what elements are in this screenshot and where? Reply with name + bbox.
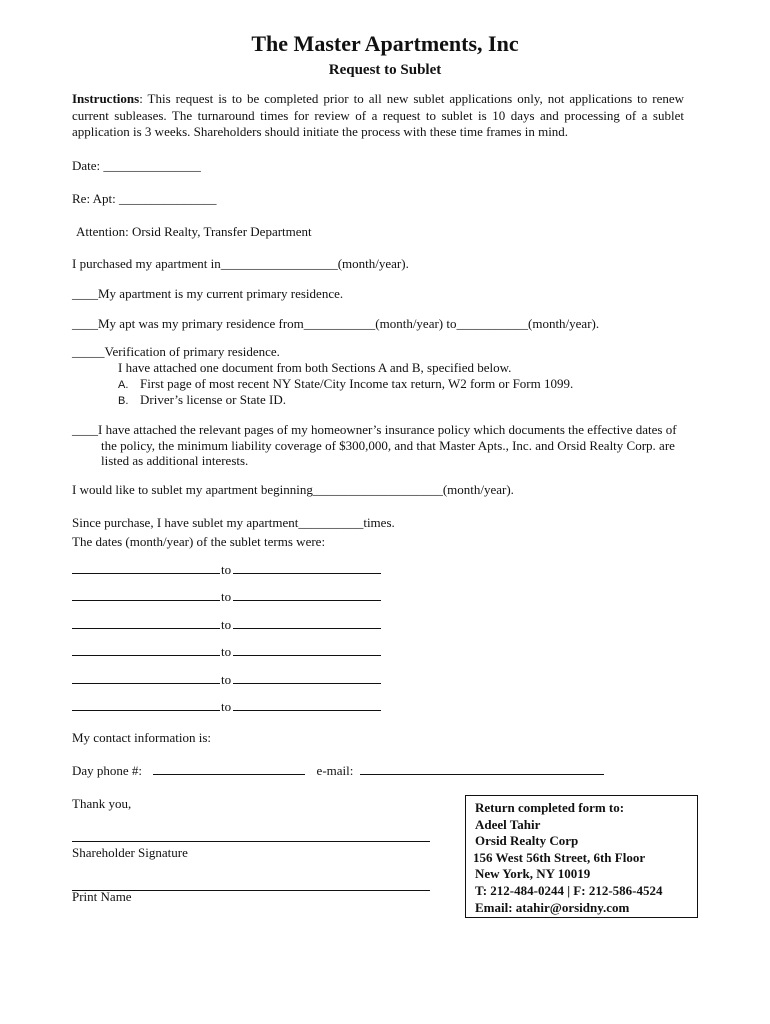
sublet-from-input[interactable]	[72, 643, 220, 656]
sublet-to-input[interactable]	[233, 616, 381, 629]
return-box-email: Email: atahir@orsidny.com	[475, 899, 630, 915]
list-item	[118, 376, 573, 393]
sublet-date-row	[72, 588, 381, 604]
email-input[interactable]	[360, 762, 604, 775]
page-title: The Master Apartments, Inc	[251, 31, 519, 56]
sublet-from-input[interactable]	[72, 671, 220, 684]
primary-residence-period-field[interactable]: ____My apt was my primary residence from___________(month/year) to___________(month/year).	[72, 316, 600, 331]
return-box-heading: Return completed form to:	[475, 800, 625, 815]
primary-residence-check[interactable]: ____My apartment is my current primary residence.	[72, 286, 344, 301]
verification-check[interactable]: _____Verification of primary residence.	[72, 344, 280, 359]
apartment-field[interactable]: Re: Apt: _______________	[72, 191, 217, 206]
email-label: e-mail:	[316, 763, 354, 778]
sublet-from-input[interactable]	[72, 588, 220, 601]
return-box-company: Orsid Realty Corp	[475, 833, 579, 849]
signature-label: Shareholder Signature	[72, 845, 188, 860]
sublet-start-field[interactable]: I would like to sublet my apartment beginning____________________(month/year).	[72, 482, 514, 497]
return-box-street: 156 West 56th Street, 6th Floor	[473, 849, 646, 865]
sublet-date-separator: to	[221, 562, 232, 577]
list-marker: B.	[118, 395, 129, 407]
day-phone-label: Day phone #:	[72, 763, 143, 778]
print-name-label: Print Name	[72, 889, 132, 904]
list-item-text: First page of most recent NY State/City Income tax return, W2 form or Form 1099.	[140, 376, 574, 391]
sublet-date-row	[72, 698, 381, 714]
sublet-from-input[interactable]	[72, 698, 220, 711]
thank-you-text: Thank you,	[72, 796, 132, 811]
sublet-to-input[interactable]	[233, 643, 381, 656]
instructions-paragraph	[72, 91, 684, 141]
attention-line: Attention: Orsid Realty, Transfer Department	[76, 224, 312, 239]
sublet-to-input[interactable]	[233, 698, 381, 711]
list-marker: A.	[118, 379, 129, 391]
sublet-date-separator: to	[221, 616, 232, 632]
sublet-date-separator: to	[221, 699, 232, 714]
purchase-date-field[interactable]: I purchased my apartment in__________________(month/year).	[72, 256, 409, 271]
return-address-box	[465, 795, 698, 918]
date-field[interactable]: Date: _______________	[72, 158, 201, 173]
sublet-dates-label: The dates (month/year) of the sublet terms were:	[72, 534, 326, 549]
sublet-date-separator: to	[221, 589, 232, 605]
list-item	[118, 392, 286, 409]
sublet-from-input[interactable]	[72, 561, 220, 574]
instructions-label: Instructions	[72, 91, 140, 106]
sublet-date-separator: to	[221, 671, 232, 687]
sublet-date-row	[72, 671, 381, 687]
sublet-date-row	[72, 643, 381, 659]
sublet-date-separator: to	[221, 644, 232, 660]
sublet-from-input[interactable]	[72, 616, 220, 629]
list-item-text: Driver’s license or State ID.	[140, 392, 286, 407]
insurance-check[interactable]: ____I have attached the relevant pages of my homeowner’s insurance policy which documents the effective dates of the policy, the minimum liability coverage of $300,000, and that Master Apts., Inc. and Orsid Realty Corp. are listed as additional interests.	[72, 422, 677, 468]
sublet-to-input[interactable]	[233, 671, 381, 684]
sublet-date-row	[72, 561, 381, 577]
contact-row	[72, 762, 604, 779]
contact-label: My contact information is:	[72, 730, 212, 745]
return-box-city: New York, NY 10019	[475, 866, 591, 882]
return-box-contact-name: Adeel Tahir	[475, 816, 541, 832]
day-phone-input[interactable]	[153, 762, 305, 775]
page-subtitle: Request to Sublet	[328, 62, 442, 78]
verification-note: I have attached one document from both Sections A and B, specified below.	[118, 360, 512, 375]
return-box-phone: T: 212-484-0244 | F: 212-586-4524	[475, 882, 663, 898]
signature-line[interactable]	[72, 841, 430, 842]
sublet-to-input[interactable]	[233, 588, 381, 601]
sublet-count-field[interactable]: Since purchase, I have sublet my apartment__________times.	[72, 515, 395, 530]
instructions-text: : This request is to be completed prior to all new sublet applications only, not applications to renew current subleases. The turnaround times for review of a request to sublet is 10 days and processing of a sublet application is 3 weeks. Shareholders should initiate the process with these time frames in mind.	[72, 91, 684, 139]
sublet-to-input[interactable]	[233, 561, 381, 574]
sublet-date-row	[72, 616, 381, 632]
